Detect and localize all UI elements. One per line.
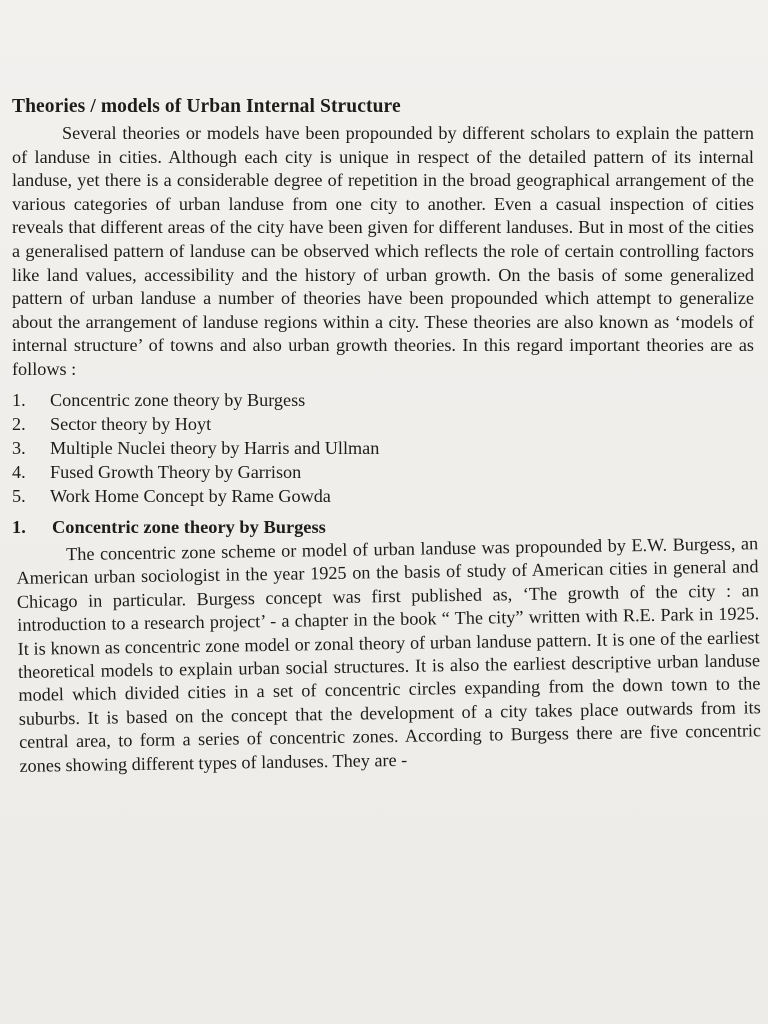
- section-heading: Theories / models of Urban Internal Structure: [12, 96, 401, 117]
- subsection-number: 1.: [12, 516, 26, 537]
- burgess-paragraph-text: The concentric zone scheme or model of urban landuse was propounded by E.W. Burgess, an American urban sociologist in the year 1925 on the basis of study of American cities in general and Chicago in particular. Burgess concept was first published as, ‘The growth of the city : an introduction to a research project’ - a chapter in the book “ The city” written with R.E. Park in 1925. It is known as concentric zone model or zonal theory of urban landuse pattern. It is one of the earliest theoretical models to explain urban social structures. It is also the earliest descriptive urban landuse model which divided cities in a set of concentric circles expanding from the down town to the suburbs. It is based on the concept that the development of a city takes place outwards from its central area, to form a series of concentric zones. According to Burgess there are five concentric zones showing different types of landuses. They are -: [16, 532, 762, 776]
- paragraph-indent: [16, 560, 66, 561]
- list-item: [12, 388, 754, 412]
- subsection-title: Concentric zone theory by Burgess: [52, 516, 326, 537]
- list-item-number: 1.: [12, 389, 26, 410]
- burgess-paragraph: [16, 532, 762, 778]
- list-item-text: Multiple Nuclei theory by Harris and Ullman: [50, 437, 380, 458]
- intro-paragraph: [12, 122, 754, 382]
- list-item-number: 2.: [12, 413, 26, 434]
- list-item-text: Fused Growth Theory by Garrison: [50, 461, 302, 482]
- intro-paragraph-text: Several theories or models have been propounded by different scholars to explain the pattern of landuse in cities. Although each city is unique in respect of the detailed pattern of its internal landuse, yet there is a considerable degree of repetition in the broad geographical arrangement of the various categories of urban landuse from one city to another. Even a casual inspection of cities reveals that different areas of the city have been given for different landuses. But in most of the cities a generalised pattern of landuse can be observed which reflects the role of certain controlling factors like land values, accessibility and the history of urban growth. On the basis of some generalized pattern of urban landuse a number of theories have been propounded which attempt to generalize about the arrangement of landuse regions within a city. These theories are also known as ‘models of internal structure’ of towns and also urban growth theories. In this regard important theories are as follows :: [12, 123, 754, 379]
- list-item: [12, 412, 754, 436]
- list-item-text: Work Home Concept by Rame Gowda: [50, 485, 331, 506]
- list-item-text: Sector theory by Hoyt: [50, 413, 212, 434]
- page-content: [12, 96, 762, 776]
- theories-list: [12, 388, 754, 508]
- list-item-text: Concentric zone theory by Burgess: [50, 389, 306, 410]
- list-item: [12, 460, 754, 484]
- list-item: [12, 436, 754, 460]
- list-item-number: 3.: [12, 437, 26, 458]
- list-item-number: 5.: [12, 485, 26, 506]
- list-item-number: 4.: [12, 461, 26, 482]
- list-item: [12, 484, 754, 508]
